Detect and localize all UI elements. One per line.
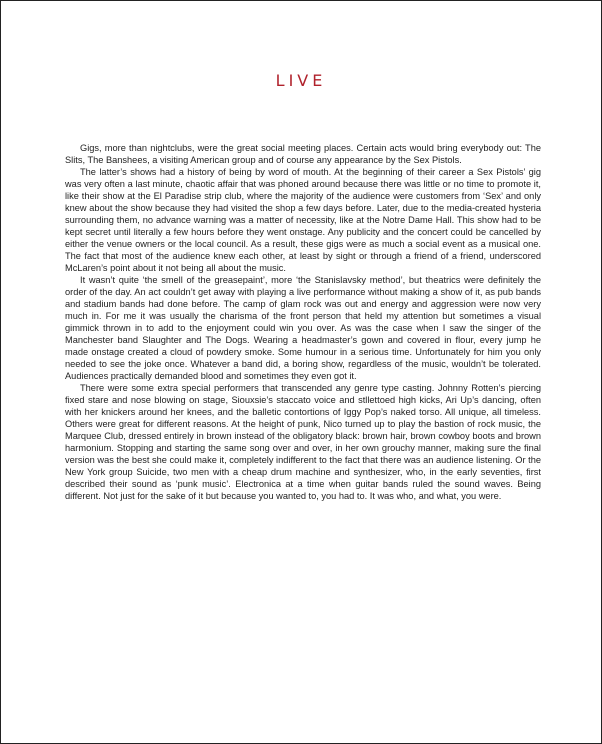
paragraph: It wasn’t quite ‘the smell of the greasepaint’, more ‘the Stanislavsky method’, but theatrics were definitely the order of the day. An act couldn’t get away with playing a live performance without making a show of it, as pub bands and stadium bands had done before. The camp of glam rock was out and energy and aggression were now very much in. For me it was usually the charisma of the front person that held my attention but sometimes a visual gimmick thrown in to add to the enjoyment could win you over. As was the case when I saw the singer of the Manchester band Slaughter and The Dogs. Wearing a headmaster’s gown and covered in flour, every jump he made onstage created a cloud of powdery smoke. Some humour in a serious time. Unfortunately for him you only needed to see the joke once. Whatever a band did, a boring show, regardless of the music, wouldn’t be tolerated. Audiences practically demanded blood and sometimes they even got it. bbox=[65, 275, 541, 381]
paragraph: The latter’s shows had a history of being by word of mouth. At the beginning of their career a Sex Pistols’ gig was very often a last minute, chaotic affair that was phoned around because there was little or no time to promote it, like their show at the El Paradise strip club, where the majority of the audience were customers from ‘Sex’ and only knew about the show because they had visited the shop a few days before. Later, due to the media-created hysteria surrounding them, no advance warning was a matter of necessity, like at the Notre Dame Hall. This show had to be kept secret until literally a few hours before they went onstage. Any publicity and the concert could be cancelled by either the venue owners or the local council. As a result, these gigs were as much a social event as a musical one. The fact that most of the audience knew each other, at least by sight or through a friend of a friend, underscored McLaren’s point about it not being all about the music. bbox=[65, 167, 541, 273]
paragraph: Gigs, more than nightclubs, were the great social meeting places. Certain acts would bring everybody out: The Slits, The Banshees, a visiting American group and of course any appearance by the Sex Pistols. bbox=[65, 143, 541, 165]
chapter-title: LIVE bbox=[275, 71, 327, 90]
body-text bbox=[65, 142, 541, 502]
paragraph: There were some extra special performers that transcended any genre type casting. Johnny Rotten’s piercing fixed stare and nose blowing on stage, Siouxsie’s staccato voice and stllettoed high kicks, Ari Up’s dancing, often with her knickers around her knees, and the balletic contortions of Iggy Pop’s naked torso. All unique, all timeless. Others were great for different reasons. At the height of punk, Nico turned up to play the bastion of rock music, the Marquee Club, dressed entirely in brown instead of the obligatory black: brown hair, brown cowboy boots and brown harmonium. Stopping and starting the same song over and over, in her own grouchy manner, making sure the final version was the best she could make it, completely indifferent to the fact that there was an audience listening. Or the New York group Suicide, two men with a cheap drum machine and synthesizer, who, in the early seventies, first described their sound as ‘punk music’. Electronica at a time when guitar bands ruled the sound waves. Being different. Not just for the sake of it but because you wanted to, you had to. It was who, and what, you were. bbox=[65, 383, 541, 501]
